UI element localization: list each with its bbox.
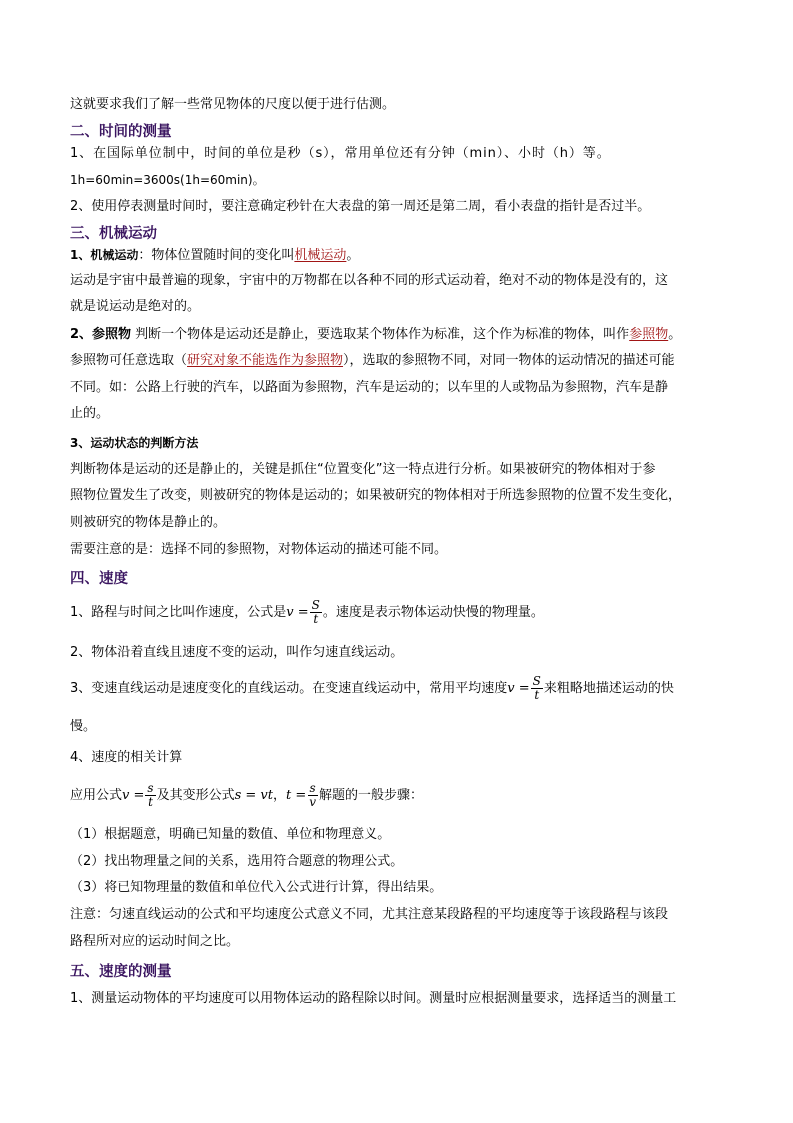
s4-step-3: （3）将已知物理量的数值和单位代入公式进行计算，得出结果。	[70, 880, 443, 895]
section-4-heading: 四、速度	[70, 571, 128, 587]
key-term-note: 研究对象不能选作为参照物	[187, 353, 344, 368]
intro-line: 这就要求我们了解一些常见物体的尺度以便于进行估测。	[70, 97, 396, 112]
key-term-mechanical-motion: 机械运动	[294, 248, 347, 263]
s4-step-2: （2）找出物理量之间的关系，选用符合题意的物理公式。	[70, 854, 404, 869]
denominator: v	[309, 795, 317, 809]
s3-paragraph-3a: 判断物体是运动的还是静止的，关键是抓住“位置变化”这一特点进行分析。如果被研究的物体相对于参	[70, 462, 656, 477]
s4-paragraph-3	[70, 673, 674, 705]
s4-note-a: 注意：匀速直线运动的公式和平均速度公式意义不同，尤其注意某段路程的平均速度等于该段路程与该段	[70, 907, 669, 922]
text-part: 参照物可任意选取（	[70, 353, 188, 368]
fraction-S-over-t	[531, 675, 543, 702]
s4-step-1: （1）根据题意，明确已知量的数值、单位和物理意义。	[70, 827, 391, 842]
section-2-heading: 二、时间的测量	[70, 124, 172, 140]
s4-paragraph-5	[70, 780, 423, 812]
s3-paragraph-2b: 不同。如：公路上行驶的汽车，以路面为参照物，汽车是运动的；以车里的人或物品为参照物，汽车是静	[70, 380, 669, 395]
s4-paragraph-4: 4、速度的相关计算	[70, 750, 183, 765]
s4-paragraph-3b: 慢。	[70, 719, 97, 734]
s3-paragraph-3c: 则被研究的物体是静止的。	[70, 515, 227, 530]
s4-paragraph-1	[70, 597, 544, 629]
formula-v-eq: v =	[122, 788, 145, 803]
s4-paragraph-2: 2、物体沿着直线且速度不变的运动，叫作匀速直线运动。	[70, 645, 404, 660]
term-end: 。	[346, 248, 360, 263]
section-5-heading: 五、速度的测量	[70, 964, 172, 980]
formula-s-vt: s = vt	[234, 788, 273, 803]
s3-term-1-line	[70, 246, 359, 265]
s3-paragraph-2c: 止的。	[70, 406, 110, 421]
text-part: 3、变速直线运动是速度变化的直线运动。在变速直线运动中，常用平均速度	[70, 681, 508, 696]
numerator: S	[532, 674, 541, 688]
formula-t-eq: t =	[286, 788, 307, 803]
numerator: S	[311, 598, 320, 612]
numerator: s	[309, 781, 316, 795]
term-label: 1、机械运动	[70, 248, 139, 262]
s3-term-3-heading: 3、运动状态的判断方法	[70, 436, 199, 450]
denominator: t	[534, 688, 540, 702]
s3-paragraph-2a	[70, 352, 675, 370]
s2-paragraph-1: 1、在国际单位制中，时间的单位是秒（s），常用单位还有分钟（min）、小时（h）等。	[70, 146, 611, 161]
formula-v-eq: v =	[286, 605, 309, 620]
text-part: 1、路程与时间之比叫作速度，公式是	[70, 605, 287, 620]
denominator: t	[148, 795, 153, 809]
s2-paragraph-2: 2、使用停表测量时间时，要注意确定秒针在大表盘的第一周还是第二周，看小表盘的指针是否过半。	[70, 199, 651, 214]
s3-term-2-line	[70, 326, 681, 344]
term-end: 。	[668, 327, 682, 342]
key-term-reference-object: 参照物	[629, 327, 669, 342]
term-label: 2、参照物	[70, 327, 132, 342]
s5-paragraph-1: 1、测量运动物体的平均速度可以用物体运动的路程除以时间。测量时应根据测量要求，选择适当的测量工	[70, 991, 677, 1006]
term-text: ：物体位置随时间的变化叫	[138, 248, 295, 263]
text-part: ，	[272, 788, 286, 803]
s3-paragraph-1b: 就是说运动是绝对的。	[70, 299, 201, 314]
formula-v-eq: v =	[507, 681, 530, 696]
numerator: s	[147, 781, 154, 795]
text-part: 来粗略地描述运动的快	[543, 681, 674, 696]
s3-paragraph-3b: 照物位置发生了改变，则被研究的物体是运动的；如果被研究的物体相对于所选参照物的位置不发生变化，	[70, 488, 682, 503]
text-part: ），选取的参照物不同，对同一物体的运动情况的描述可能	[343, 353, 675, 368]
denominator: t	[313, 612, 319, 626]
section-3-heading: 三、机械运动	[70, 226, 157, 242]
s4-note-b: 路程所对应的运动时间之比。	[70, 934, 240, 949]
text-part: 。速度是表示物体运动快慢的物理量。	[322, 605, 544, 620]
term-text: 判断一个物体是运动还是静止，要选取某个物体作为标准，这个作为标准的物体，叫作	[131, 327, 630, 342]
fraction-s-over-v	[307, 782, 318, 809]
text-part: 及其变形公式	[156, 788, 235, 803]
fraction-S-over-t	[310, 599, 322, 626]
text-part: 解题的一般步骤：	[319, 788, 424, 803]
s3-paragraph-1a: 运动是宇宙中最普遍的现象，宇宙中的万物都在以各种不同的形式运动着，绝对不动的物体是没有的，这	[70, 273, 669, 288]
text-part: 应用公式	[70, 788, 123, 803]
s3-paragraph-3d: 需要注意的是：选择不同的参照物，对物体运动的描述可能不同。	[70, 542, 448, 557]
s2-paragraph-1b: 1h=60min=3600s(1h=60min)。	[70, 173, 265, 187]
fraction-s-over-t	[145, 782, 155, 809]
